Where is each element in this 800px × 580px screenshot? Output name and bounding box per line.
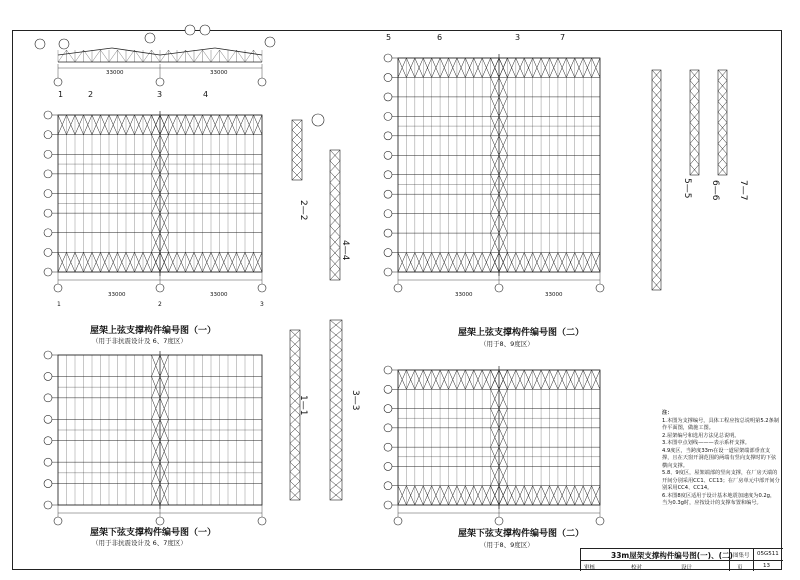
- lower-plan-1-title: 屋架下弦支撑构件编号图（一）: [90, 528, 217, 538]
- truss-web: [220, 50, 229, 62]
- upper-chord-plan-1: [44, 111, 266, 292]
- note-4: 4.9度区，当跨度33m在设一道屋架端部垂直支撑，且在天窗开洞范围的两端有竖向支撑时的下弦横向支撑。: [662, 447, 777, 469]
- plan2-dim-right: 33000: [545, 292, 563, 298]
- section-2-2: 2—2: [298, 200, 308, 221]
- truss-web: [75, 50, 84, 62]
- row-axis-bubble: [384, 424, 392, 432]
- plan1-col-1: 1: [57, 301, 61, 308]
- plan2-mark-5: 5: [386, 33, 392, 42]
- title-block-atlas-no: 05G511: [757, 551, 779, 557]
- lower-chord-plan-2: [384, 366, 604, 525]
- row-axis-bubble: [44, 351, 52, 359]
- title-block-check: 校对: [631, 565, 643, 571]
- row-axis-bubble: [384, 54, 392, 62]
- truss-web: [92, 50, 101, 62]
- axis-bubble: [156, 284, 164, 292]
- row-axis-bubble: [44, 437, 52, 445]
- note-3: 3.本图中点划线———表示系杆支撑。: [662, 440, 750, 447]
- row-axis-bubble: [384, 190, 392, 198]
- truss-dim-right: 33000: [210, 70, 228, 76]
- row-axis-bubble: [44, 190, 52, 198]
- section-3-3-view: [330, 320, 342, 500]
- plan1-col-2: 2: [158, 301, 162, 308]
- row-axis-bubble: [44, 394, 52, 402]
- plan2-mark-7: 7: [560, 33, 566, 42]
- row-axis-bubble: [44, 415, 52, 423]
- truss-web: [84, 50, 93, 62]
- row-axis-bubble: [384, 366, 392, 374]
- row-axis-bubble: [384, 171, 392, 179]
- section-7-7: 7—7: [738, 180, 748, 201]
- upper-plan-2-subtitle: （用于8、9度区）: [480, 340, 534, 348]
- plan1-col-3: 3: [260, 301, 264, 308]
- section-6-6: 6—6: [710, 180, 720, 201]
- lower-plan-2-title: 屋架下弦支撑构件编号图（二）: [458, 529, 585, 539]
- axis-bubble: [156, 78, 164, 86]
- truss-web: [118, 50, 127, 62]
- plan2-mark-3: 3: [515, 33, 521, 42]
- title-block-design: 设计: [681, 565, 693, 571]
- upper-plan-1-subtitle: （用于非抗震设计及 6、7度区）: [92, 337, 187, 345]
- plan1-mark-2: 2: [88, 90, 94, 99]
- axis-bubble: [258, 517, 266, 525]
- upper-chord-plan-2: [384, 54, 604, 292]
- axis-bubble: [394, 284, 402, 292]
- section-3-3: 3—3: [350, 390, 360, 411]
- row-axis-bubble: [44, 150, 52, 158]
- plan1-mark-4: 4: [203, 90, 209, 99]
- row-axis-bubble: [384, 268, 392, 276]
- plan1-dim-left: 33000: [108, 292, 126, 298]
- truss-top-chord: [160, 48, 215, 55]
- note-1: 1.本图为支撑编号，具体工程应按总说明第5.2条制作平面图，做施工图。: [662, 417, 779, 432]
- axis-bubble: [54, 517, 62, 525]
- axis-bubble: [495, 284, 503, 292]
- row-axis-bubble: [384, 210, 392, 218]
- title-block-main-title: 33m屋架支撑构件编号图(一)、(二): [611, 551, 733, 560]
- detail-bubble: [312, 114, 324, 126]
- row-axis-bubble: [384, 249, 392, 257]
- lower-plan-2-subtitle: （用于8、9度区）: [480, 541, 534, 549]
- detail-bubble: [59, 39, 69, 49]
- detail-bubble: [185, 25, 195, 35]
- row-axis-bubble: [44, 501, 52, 509]
- truss-web: [177, 50, 186, 62]
- section-4-4: 4—4: [340, 240, 350, 261]
- detail-bubble: [145, 33, 155, 43]
- truss-web: [67, 50, 76, 62]
- row-axis-bubble: [44, 372, 52, 380]
- section-1-1: 1—1: [298, 395, 308, 416]
- plan1-mark-3: 3: [157, 90, 163, 99]
- title-block: [580, 548, 783, 571]
- row-axis-bubble: [44, 170, 52, 178]
- detail-bubble: [200, 25, 210, 35]
- notes-block: [662, 410, 780, 508]
- row-axis-bubble: [44, 248, 52, 256]
- upper-plan-1-title: 屋架上弦支撑构件编号图（一）: [90, 326, 217, 336]
- row-axis-bubble: [384, 501, 392, 509]
- axis-bubble: [54, 78, 62, 86]
- notes-heading: 注：: [662, 410, 673, 416]
- row-axis-bubble: [384, 132, 392, 140]
- row-axis-bubble: [384, 405, 392, 413]
- row-axis-bubble: [44, 131, 52, 139]
- truss-web: [203, 50, 212, 62]
- row-axis-bubble: [44, 209, 52, 217]
- row-axis-bubble: [384, 482, 392, 490]
- truss-top-chord: [112, 48, 160, 55]
- title-block-page-no: 13: [763, 563, 770, 569]
- truss-web: [143, 50, 152, 62]
- row-axis-bubble: [384, 462, 392, 470]
- axis-bubble: [258, 78, 266, 86]
- truss-web: [186, 50, 195, 62]
- truss-web: [101, 50, 110, 62]
- lower-plan-1-subtitle: （用于非抗震设计及 6、7度区）: [92, 539, 187, 547]
- truss-web: [169, 50, 178, 62]
- section-5-5: 5—5: [682, 178, 692, 199]
- truss-web: [126, 50, 135, 62]
- axis-bubble: [54, 284, 62, 292]
- upper-plan-2-title: 屋架上弦支撑构件编号图（二）: [458, 328, 585, 338]
- axis-bubble: [596, 517, 604, 525]
- axis-bubble: [258, 284, 266, 292]
- row-axis-bubble: [44, 458, 52, 466]
- row-axis-bubble: [384, 229, 392, 237]
- row-axis-bubble: [44, 480, 52, 488]
- truss-web: [245, 50, 254, 62]
- truss-elevation: [35, 25, 275, 86]
- section-4-4-view: [330, 150, 340, 280]
- title-block-review: 审核: [584, 565, 596, 571]
- plan1-dim-right: 33000: [210, 292, 228, 298]
- truss-web: [109, 50, 118, 62]
- axis-bubble: [394, 517, 402, 525]
- row-axis-bubble: [384, 112, 392, 120]
- truss-web: [58, 50, 67, 62]
- lower-chord-plan-1: [44, 351, 266, 525]
- note-2: 2.屋架编号和选用方法见总说明。: [662, 432, 740, 439]
- title-block-atlas-label: 图集号: [733, 553, 750, 559]
- plan2-mark-6: 6: [437, 33, 443, 42]
- row-axis-bubble: [384, 93, 392, 101]
- truss-dim-left: 33000: [106, 70, 124, 76]
- title-block-page-label: 页: [737, 565, 743, 571]
- detail-bubble: [35, 39, 45, 49]
- axis-bubble: [596, 284, 604, 292]
- detail-bubble: [265, 37, 275, 47]
- row-axis-bubble: [384, 73, 392, 81]
- row-axis-bubble: [44, 111, 52, 119]
- truss-web: [194, 50, 203, 62]
- axis-bubble: [156, 517, 164, 525]
- truss-web: [254, 50, 263, 62]
- section-5-5-view: [652, 70, 661, 290]
- plan1-mark-1: 1: [58, 90, 64, 99]
- truss-top-chord: [215, 48, 262, 55]
- section-2-2-view: [292, 120, 302, 180]
- axis-bubble: [495, 517, 503, 525]
- plan2-dim-left: 33000: [455, 292, 473, 298]
- truss-web: [160, 50, 169, 62]
- row-axis-bubble: [384, 443, 392, 451]
- row-axis-bubble: [384, 385, 392, 393]
- truss-top-chord: [58, 48, 112, 55]
- row-axis-bubble: [44, 229, 52, 237]
- truss-web: [228, 50, 237, 62]
- truss-web: [211, 50, 220, 62]
- row-axis-bubble: [44, 268, 52, 276]
- row-axis-bubble: [384, 151, 392, 159]
- note-5: 5.8、9度区，屋架端部的竖向支撑，在厂房天端的开间分别采用CC1、CC13；在厂房单元中部开间分别采用CC4、CC14。: [662, 470, 780, 492]
- truss-web: [152, 50, 161, 62]
- note-6: 6.本图8度区适用于设计基本地震加速度为0.2g，当为0.3g时，应按设计的支撑布置和编号。: [662, 492, 776, 507]
